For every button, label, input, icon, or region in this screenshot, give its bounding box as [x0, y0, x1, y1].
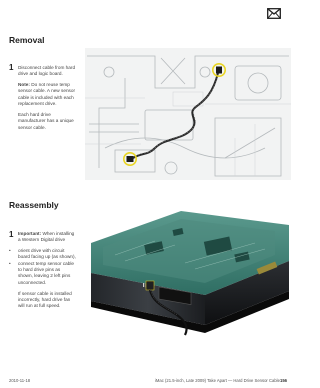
removal-heading: Removal	[9, 35, 45, 45]
reassembly-instructions	[9, 231, 76, 314]
bullet-item	[9, 248, 76, 261]
note-text: Do not reuse temp sensor cable. A new sensor cable is included with each replacement drive.	[18, 82, 76, 107]
envelope-icon[interactable]	[267, 8, 281, 19]
removal-figure	[85, 48, 291, 180]
bullet-text: connect temp sensor cable to hard drive pins as shown, leaving 2 left pins unconnected.	[18, 260, 75, 285]
reassembly-heading: Reassembly	[9, 200, 59, 210]
bullet-item	[9, 261, 76, 286]
footer-title: iMac (21.5-inch, Late 2009) Take Apart — Hard Drive Sensor Cable	[155, 378, 280, 383]
important-label: Important:	[18, 231, 42, 236]
removal-instructions	[18, 65, 76, 135]
reassembly-figure	[85, 203, 291, 337]
page-number: 156	[280, 378, 287, 383]
bullet-marker: •	[9, 248, 11, 254]
important-text: When installing a Western Digital drive	[18, 231, 75, 243]
bullet-marker: •	[9, 260, 11, 266]
footer-date: 2010-11-18	[9, 378, 31, 383]
removal-note	[18, 82, 76, 107]
bullet-text: orient drive with circuit board facing up (as shown),	[18, 248, 76, 260]
note-label: Note:	[18, 82, 30, 88]
removal-instruction-text: Disconnect cable from hard drive and logic board.	[18, 65, 76, 77]
fan-note: If sensor cable is installed incorrectly, hard drive fan will run at full speed.	[18, 290, 72, 309]
manufacturer-note: Each hard drive manufacturer has a unique sensor cable.	[18, 111, 74, 130]
important-note	[18, 231, 76, 244]
removal-step-number: 1	[9, 63, 14, 72]
reassembly-step-number: 1	[9, 230, 14, 239]
